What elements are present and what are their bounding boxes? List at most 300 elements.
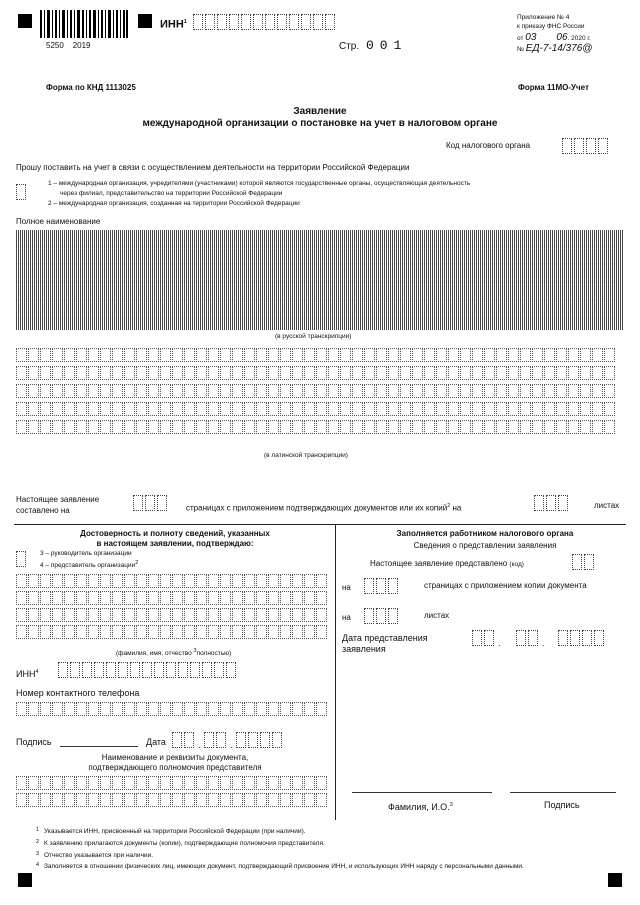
grid-cell[interactable] [268, 591, 279, 605]
grid-cell[interactable] [112, 420, 123, 434]
grid-cell[interactable] [184, 284, 195, 298]
grid-cell[interactable] [316, 230, 327, 244]
grid-cell[interactable] [76, 420, 87, 434]
grid-cell[interactable] [124, 348, 135, 362]
grid-cell[interactable] [208, 402, 219, 416]
grid-cell[interactable] [496, 348, 507, 362]
grid-cell[interactable] [280, 348, 291, 362]
grid-cell[interactable] [352, 420, 363, 434]
grid-cell[interactable] [160, 625, 171, 639]
grid-cell[interactable] [280, 574, 291, 588]
grid-cell[interactable] [316, 402, 327, 416]
grid-cell[interactable] [256, 230, 267, 244]
grid-cell[interactable] [28, 702, 39, 716]
grid-cell[interactable] [472, 284, 483, 298]
grid-cell[interactable] [496, 366, 507, 380]
grid-cell[interactable] [148, 348, 159, 362]
grid-cell[interactable] [64, 302, 75, 316]
grid-cell[interactable] [160, 402, 171, 416]
grid-cell[interactable] [460, 266, 471, 280]
grid-cell[interactable] [64, 776, 75, 790]
grid-cell[interactable] [76, 248, 87, 262]
grid-cell[interactable] [40, 248, 51, 262]
grid-cell[interactable] [496, 230, 507, 244]
grid-cell[interactable] [136, 266, 147, 280]
grid-cell[interactable] [232, 230, 243, 244]
grid-cell[interactable] [292, 348, 303, 362]
grid-cell[interactable] [160, 776, 171, 790]
grid-cell[interactable] [28, 266, 39, 280]
grid-cell[interactable] [136, 702, 147, 716]
grid-cell[interactable] [436, 266, 447, 280]
grid-cell[interactable] [88, 702, 99, 716]
grid-cell[interactable] [556, 230, 567, 244]
grid-cell[interactable] [316, 625, 327, 639]
grid-cell[interactable] [436, 420, 447, 434]
grid-cell[interactable] [400, 248, 411, 262]
grid-cell[interactable] [16, 793, 27, 807]
grid-cell[interactable] [52, 402, 63, 416]
grid-cell[interactable] [112, 230, 123, 244]
grid-cell[interactable] [40, 348, 51, 362]
grid-cell[interactable] [388, 402, 399, 416]
grid-cell[interactable] [556, 366, 567, 380]
grid-cell[interactable] [160, 348, 171, 362]
grid-cell[interactable] [100, 302, 111, 316]
grid-cell[interactable] [220, 793, 231, 807]
grid-cell[interactable] [484, 266, 495, 280]
grid-cell[interactable] [64, 230, 75, 244]
grid-cell[interactable] [136, 608, 147, 622]
grid-cell[interactable] [304, 793, 315, 807]
grid-cell[interactable] [220, 402, 231, 416]
grid-cell[interactable] [304, 230, 315, 244]
tax-code-cells[interactable] [562, 138, 610, 154]
signer-cell[interactable] [16, 551, 28, 567]
grid-cell[interactable] [400, 230, 411, 244]
grid-cell[interactable] [496, 248, 507, 262]
grid-cell[interactable] [508, 266, 519, 280]
grid-cell[interactable] [568, 284, 579, 298]
grid-cell[interactable] [604, 248, 615, 262]
grid-cell[interactable] [76, 608, 87, 622]
grid-cell[interactable] [232, 348, 243, 362]
grid-cell[interactable] [280, 302, 291, 316]
grid-cell[interactable] [520, 284, 531, 298]
grid-cell[interactable] [316, 348, 327, 362]
grid-cell[interactable] [592, 420, 603, 434]
grid-cell[interactable] [124, 793, 135, 807]
grid-cell[interactable] [76, 384, 87, 398]
grid-cell[interactable] [328, 248, 339, 262]
grid-cell[interactable] [232, 574, 243, 588]
grid-cell[interactable] [304, 608, 315, 622]
grid-cell[interactable] [400, 366, 411, 380]
grid-cell[interactable] [532, 384, 543, 398]
grid-cell[interactable] [244, 420, 255, 434]
grid-cell[interactable] [316, 248, 327, 262]
grid-cell[interactable] [40, 793, 51, 807]
grid-cell[interactable] [160, 266, 171, 280]
grid-cell[interactable] [592, 366, 603, 380]
grid-cell[interactable] [220, 702, 231, 716]
grid-cell[interactable] [52, 420, 63, 434]
grid-cell[interactable] [16, 384, 27, 398]
grid-cell[interactable] [340, 302, 351, 316]
grid-cell[interactable] [52, 366, 63, 380]
grid-cell[interactable] [364, 266, 375, 280]
grid-cell[interactable] [220, 248, 231, 262]
grid-cell[interactable] [28, 608, 39, 622]
grid-cell[interactable] [268, 793, 279, 807]
grid-cell[interactable] [424, 402, 435, 416]
grid-cell[interactable] [544, 420, 555, 434]
grid-cell[interactable] [172, 793, 183, 807]
grid-cell[interactable] [268, 625, 279, 639]
grid-cell[interactable] [184, 348, 195, 362]
date-month-cells[interactable] [204, 732, 228, 748]
grid-cell[interactable] [244, 776, 255, 790]
grid-cell[interactable] [304, 248, 315, 262]
grid-cell[interactable] [136, 248, 147, 262]
grid-cell[interactable] [568, 266, 579, 280]
grid-cell[interactable] [592, 266, 603, 280]
grid-cell[interactable] [196, 608, 207, 622]
grid-cell[interactable] [184, 776, 195, 790]
grid-cell[interactable] [76, 302, 87, 316]
grid-cell[interactable] [472, 402, 483, 416]
grid-cell[interactable] [328, 348, 339, 362]
grid-cell[interactable] [268, 384, 279, 398]
grid-cell[interactable] [280, 625, 291, 639]
grid-cell[interactable] [16, 608, 27, 622]
grid-cell[interactable] [196, 420, 207, 434]
grid-cell[interactable] [52, 284, 63, 298]
grid-cell[interactable] [256, 248, 267, 262]
grid-cell[interactable] [100, 574, 111, 588]
grid-cell[interactable] [100, 248, 111, 262]
grid-cell[interactable] [484, 420, 495, 434]
grid-cell[interactable] [244, 230, 255, 244]
right-date-day-cells[interactable] [472, 630, 496, 646]
grid-cell[interactable] [64, 384, 75, 398]
grid-cell[interactable] [544, 248, 555, 262]
grid-cell[interactable] [112, 366, 123, 380]
grid-cell[interactable] [532, 284, 543, 298]
grid-cell[interactable] [316, 366, 327, 380]
grid-cell[interactable] [232, 793, 243, 807]
grid-cell[interactable] [196, 366, 207, 380]
grid-cell[interactable] [124, 230, 135, 244]
grid-cell[interactable] [124, 366, 135, 380]
grid-cell[interactable] [16, 574, 27, 588]
grid-cell[interactable] [592, 384, 603, 398]
grid-cell[interactable] [148, 702, 159, 716]
grid-cell[interactable] [244, 384, 255, 398]
grid-cell[interactable] [220, 230, 231, 244]
grid-cell[interactable] [472, 266, 483, 280]
grid-cell[interactable] [292, 284, 303, 298]
grid-cell[interactable] [304, 776, 315, 790]
grid-cell[interactable] [184, 248, 195, 262]
grid-cell[interactable] [568, 248, 579, 262]
grid-cell[interactable] [172, 248, 183, 262]
grid-cell[interactable] [292, 702, 303, 716]
grid-cell[interactable] [556, 266, 567, 280]
right-date-month-cells[interactable] [516, 630, 540, 646]
grid-cell[interactable] [208, 591, 219, 605]
grid-cell[interactable] [472, 248, 483, 262]
grid-cell[interactable] [292, 266, 303, 280]
grid-cell[interactable] [508, 366, 519, 380]
grid-cell[interactable] [268, 702, 279, 716]
grid-cell[interactable] [544, 230, 555, 244]
grid-cell[interactable] [412, 348, 423, 362]
grid-cell[interactable] [136, 366, 147, 380]
grid-cell[interactable] [388, 366, 399, 380]
grid-cell[interactable] [388, 266, 399, 280]
grid-cell[interactable] [208, 248, 219, 262]
grid-cell[interactable] [64, 608, 75, 622]
grid-cell[interactable] [28, 591, 39, 605]
grid-cell[interactable] [532, 266, 543, 280]
date-year-cells[interactable] [236, 732, 284, 748]
grid-cell[interactable] [604, 284, 615, 298]
grid-cell[interactable] [184, 793, 195, 807]
grid-cell[interactable] [568, 402, 579, 416]
grid-cell[interactable] [280, 366, 291, 380]
grid-cell[interactable] [484, 284, 495, 298]
grid-cell[interactable] [304, 284, 315, 298]
grid-cell[interactable] [520, 420, 531, 434]
grid-cell[interactable] [580, 302, 591, 316]
grid-cell[interactable] [400, 402, 411, 416]
grid-cell[interactable] [40, 420, 51, 434]
grid-cell[interactable] [184, 574, 195, 588]
grid-cell[interactable] [172, 608, 183, 622]
grid-cell[interactable] [424, 348, 435, 362]
grid-cell[interactable] [148, 384, 159, 398]
grid-cell[interactable] [208, 348, 219, 362]
grid-cell[interactable] [544, 384, 555, 398]
grid-cell[interactable] [16, 302, 27, 316]
grid-cell[interactable] [124, 248, 135, 262]
grid-cell[interactable] [268, 402, 279, 416]
grid-cell[interactable] [16, 284, 27, 298]
grid-cell[interactable] [580, 266, 591, 280]
grid-cell[interactable] [40, 266, 51, 280]
signature-line[interactable] [60, 746, 138, 747]
grid-cell[interactable] [52, 248, 63, 262]
grid-cell[interactable] [316, 574, 327, 588]
grid-cell[interactable] [64, 420, 75, 434]
grid-cell[interactable] [376, 248, 387, 262]
grid-cell[interactable] [472, 230, 483, 244]
grid-cell[interactable] [124, 608, 135, 622]
grid-cell[interactable] [196, 348, 207, 362]
grid-cell[interactable] [208, 366, 219, 380]
grid-cell[interactable] [316, 266, 327, 280]
grid-cell[interactable] [532, 230, 543, 244]
grid-cell[interactable] [184, 402, 195, 416]
grid-cell[interactable] [76, 574, 87, 588]
grid-cell[interactable] [256, 776, 267, 790]
grid-cell[interactable] [136, 302, 147, 316]
grid-cell[interactable] [376, 230, 387, 244]
grid-cell[interactable] [412, 248, 423, 262]
grid-cell[interactable] [40, 625, 51, 639]
grid-cell[interactable] [280, 793, 291, 807]
grid-cell[interactable] [172, 591, 183, 605]
grid-cell[interactable] [220, 384, 231, 398]
grid-cell[interactable] [124, 625, 135, 639]
grid-cell[interactable] [592, 348, 603, 362]
grid-cell[interactable] [412, 402, 423, 416]
grid-cell[interactable] [100, 230, 111, 244]
grid-cell[interactable] [376, 420, 387, 434]
grid-cell[interactable] [112, 608, 123, 622]
grid-cell[interactable] [508, 384, 519, 398]
grid-cell[interactable] [316, 420, 327, 434]
grid-cell[interactable] [52, 348, 63, 362]
grid-cell[interactable] [268, 348, 279, 362]
grid-cell[interactable] [124, 702, 135, 716]
grid-cell[interactable] [544, 348, 555, 362]
grid-cell[interactable] [400, 348, 411, 362]
grid-cell[interactable] [604, 402, 615, 416]
grid-cell[interactable] [280, 230, 291, 244]
grid-cell[interactable] [196, 625, 207, 639]
grid-cell[interactable] [508, 348, 519, 362]
grid-cell[interactable] [268, 302, 279, 316]
grid-cell[interactable] [340, 402, 351, 416]
grid-cell[interactable] [304, 266, 315, 280]
grid-cell[interactable] [172, 348, 183, 362]
grid-cell[interactable] [40, 284, 51, 298]
grid-cell[interactable] [292, 776, 303, 790]
grid-cell[interactable] [280, 702, 291, 716]
grid-cell[interactable] [448, 402, 459, 416]
grid-cell[interactable] [244, 302, 255, 316]
grid-cell[interactable] [208, 384, 219, 398]
grid-cell[interactable] [112, 284, 123, 298]
grid-cell[interactable] [172, 420, 183, 434]
grid-cell[interactable] [16, 776, 27, 790]
grid-cell[interactable] [208, 230, 219, 244]
grid-cell[interactable] [388, 384, 399, 398]
grid-cell[interactable] [88, 266, 99, 280]
grid-cell[interactable] [112, 574, 123, 588]
grid-cell[interactable] [40, 591, 51, 605]
grid-cell[interactable] [280, 384, 291, 398]
grid-cell[interactable] [220, 591, 231, 605]
grid-cell[interactable] [40, 776, 51, 790]
grid-cell[interactable] [448, 384, 459, 398]
grid-cell[interactable] [232, 776, 243, 790]
presented-code-cells[interactable] [572, 554, 596, 570]
grid-cell[interactable] [292, 591, 303, 605]
grid-cell[interactable] [532, 302, 543, 316]
grid-cell[interactable] [196, 591, 207, 605]
grid-cell[interactable] [76, 591, 87, 605]
grid-cell[interactable] [124, 302, 135, 316]
right-sheets-cells[interactable] [364, 608, 400, 624]
grid-cell[interactable] [76, 793, 87, 807]
grid-cell[interactable] [112, 248, 123, 262]
grid-cell[interactable] [556, 384, 567, 398]
grid-cell[interactable] [364, 348, 375, 362]
grid-cell[interactable] [568, 384, 579, 398]
grid-cell[interactable] [364, 366, 375, 380]
grid-cell[interactable] [496, 402, 507, 416]
grid-cell[interactable] [328, 230, 339, 244]
grid-cell[interactable] [232, 384, 243, 398]
grid-cell[interactable] [448, 266, 459, 280]
grid-cell[interactable] [592, 302, 603, 316]
grid-cell[interactable] [124, 574, 135, 588]
grid-cell[interactable] [28, 776, 39, 790]
grid-cell[interactable] [472, 420, 483, 434]
grid-cell[interactable] [232, 284, 243, 298]
grid-cell[interactable] [124, 384, 135, 398]
grid-cell[interactable] [184, 366, 195, 380]
grid-cell[interactable] [160, 302, 171, 316]
grid-cell[interactable] [520, 230, 531, 244]
grid-cell[interactable] [256, 591, 267, 605]
grid-cell[interactable] [472, 302, 483, 316]
grid-cell[interactable] [460, 420, 471, 434]
grid-cell[interactable] [172, 574, 183, 588]
grid-cell[interactable] [556, 284, 567, 298]
grid-cell[interactable] [88, 248, 99, 262]
grid-cell[interactable] [292, 366, 303, 380]
grid-cell[interactable] [100, 266, 111, 280]
grid-cell[interactable] [316, 702, 327, 716]
grid-cell[interactable] [40, 366, 51, 380]
grid-cell[interactable] [16, 366, 27, 380]
full-name-ru-grid[interactable] [16, 230, 624, 330]
grid-cell[interactable] [376, 284, 387, 298]
grid-cell[interactable] [184, 420, 195, 434]
grid-cell[interactable] [424, 366, 435, 380]
grid-cell[interactable] [112, 384, 123, 398]
grid-cell[interactable] [352, 230, 363, 244]
grid-cell[interactable] [232, 248, 243, 262]
grid-cell[interactable] [244, 266, 255, 280]
grid-cell[interactable] [64, 574, 75, 588]
grid-cell[interactable] [88, 366, 99, 380]
grid-cell[interactable] [400, 384, 411, 398]
grid-cell[interactable] [328, 384, 339, 398]
grid-cell[interactable] [304, 420, 315, 434]
grid-cell[interactable] [448, 366, 459, 380]
grid-cell[interactable] [136, 574, 147, 588]
grid-cell[interactable] [304, 302, 315, 316]
grid-cell[interactable] [28, 284, 39, 298]
grid-cell[interactable] [244, 608, 255, 622]
grid-cell[interactable] [352, 348, 363, 362]
grid-cell[interactable] [328, 402, 339, 416]
grid-cell[interactable] [100, 702, 111, 716]
grid-cell[interactable] [304, 702, 315, 716]
grid-cell[interactable] [196, 793, 207, 807]
grid-cell[interactable] [40, 608, 51, 622]
grid-cell[interactable] [340, 248, 351, 262]
grid-cell[interactable] [280, 402, 291, 416]
date-day-cells[interactable] [172, 732, 196, 748]
grid-cell[interactable] [604, 348, 615, 362]
grid-cell[interactable] [460, 384, 471, 398]
